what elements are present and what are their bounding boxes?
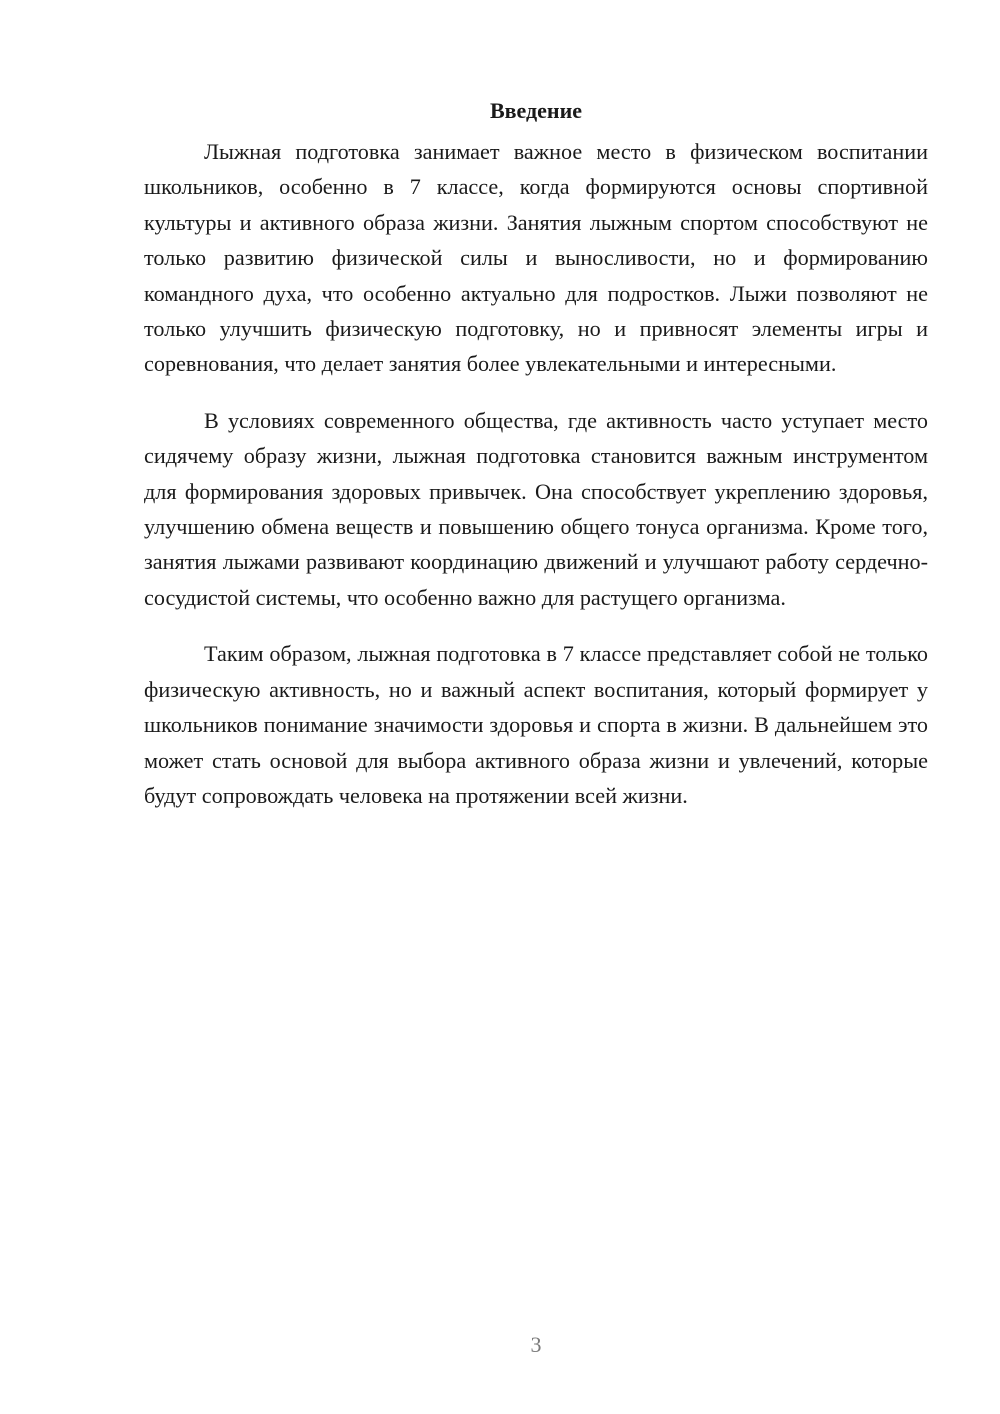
page-number: 3 — [530, 1332, 542, 1357]
section-title: Введение — [489, 98, 583, 123]
paragraph-2: В условиях современного общества, где активность часто уступает место сидячему образу жизни, лыжная подготовка становится важным инструментом для формирования здоровых привычек. Она способствует укреплению здоровья, улучшению обмена веществ и повышению общего тонуса организма. Кроме того, занятия лыжами развивают координацию движений и улучшают работу сердечно-сосудистой системы, что особенно важно для растущего организма. — [144, 407, 928, 610]
paragraph-1: Лыжная подготовка занимает важное место в физическом воспитании школьников, особенно в 7 классе, когда формируются основы спортивной культуры и активного образа жизни. Занятия лыжным спортом способствуют не только развитию физической силы и выносливости, но и формированию командного духа, что особенно актуально для подростков. Лыжи позволяют не только улучшить физическую подготовку, но и привносят элементы игры и соревнования, что делает занятия более увлекательными и интересными. — [144, 139, 928, 377]
page-body — [144, 92, 928, 813]
paragraph-3: Таким образом, лыжная подготовка в 7 классе представляет собой не только физическую активность, но и важный аспект воспитания, который формирует у школьников понимание значимости здоровья и спорта в жизни. В дальнейшем это может стать основой для выбора активного образа жизни и увлечений, которые будут сопровождать человека на протяжении всей жизни. — [144, 641, 928, 808]
